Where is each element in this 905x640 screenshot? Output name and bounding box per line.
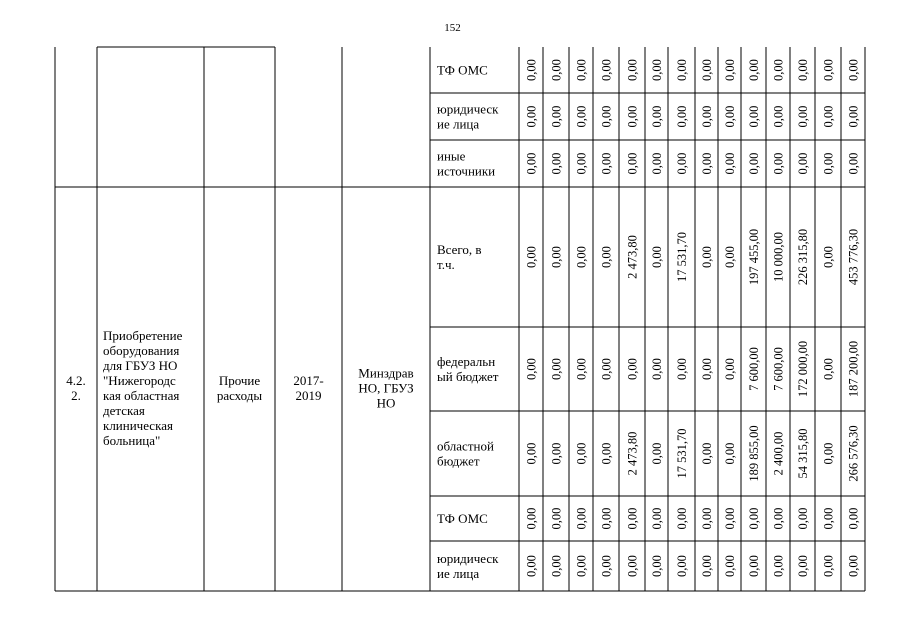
cell-value: 0,00 — [574, 105, 589, 128]
cell-value: 17 531,70 — [675, 232, 689, 282]
item-name: для ГБУЗ НО — [103, 358, 178, 373]
cell-value: 0,00 — [771, 59, 786, 81]
expense-type: Прочие — [218, 373, 261, 388]
cell-value: 0,00 — [675, 59, 689, 81]
cell-value: 0,00 — [675, 152, 689, 175]
cell-value: 0,00 — [821, 105, 836, 128]
row-label: юридическ — [437, 551, 499, 566]
row-label: бюджет — [437, 453, 480, 469]
cell-value: 0,00 — [821, 358, 836, 380]
cell-value: 0,00 — [821, 59, 836, 81]
cell-value: 54 315,80 — [796, 428, 810, 479]
cell-value: 0,00 — [796, 59, 810, 81]
cell-value: 187 200,00 — [846, 340, 861, 398]
row-label: т.ч. — [437, 257, 455, 272]
cell-value: 0,00 — [723, 59, 737, 81]
cell-value: 226 315,80 — [796, 228, 810, 286]
item-number: 4.2. — [66, 373, 86, 388]
cell-value: 453 776,30 — [846, 228, 861, 286]
cell-value: 0,00 — [650, 555, 664, 577]
cell-value: 0,00 — [574, 246, 589, 268]
cell-value: 0,00 — [821, 507, 836, 530]
cell-value: 0,00 — [599, 105, 614, 128]
row-label: ТФ ОМС — [437, 62, 488, 78]
cell-value: 0,00 — [549, 246, 564, 268]
item-name: оборудования — [103, 343, 180, 358]
cell-value: 0,00 — [549, 358, 564, 380]
cell-value: 0,00 — [723, 246, 737, 268]
cell-value: 0,00 — [599, 59, 614, 81]
cell-value: 0,00 — [700, 105, 714, 128]
cell-value: 0,00 — [549, 105, 564, 128]
cell-value: 0,00 — [821, 152, 836, 175]
cell-value: 0,00 — [796, 507, 810, 530]
cell-value: 0,00 — [625, 105, 640, 128]
cell-value: 0,00 — [700, 507, 714, 530]
item-name: "Нижегородс — [103, 373, 176, 388]
cell-value: 0,00 — [821, 442, 836, 465]
item-name: больница" — [103, 433, 161, 448]
cell-value: 0,00 — [700, 152, 714, 175]
cell-value: 0,00 — [747, 105, 761, 128]
cell-value: 0,00 — [625, 507, 640, 530]
cell-value: 2 400,00 — [771, 431, 786, 476]
cell-value: 0,00 — [846, 152, 861, 175]
cell-value: 0,00 — [675, 555, 689, 577]
expense-type: расходы — [216, 388, 263, 403]
cell-value: 172 000,00 — [796, 340, 810, 398]
item-number: 2. — [71, 388, 81, 403]
cell-value: 0,00 — [625, 59, 640, 81]
cell-value: 0,00 — [796, 152, 810, 175]
cell-value: 0,00 — [599, 246, 614, 268]
row-label: источники — [437, 163, 496, 179]
cell-value: 0,00 — [524, 555, 539, 577]
cell-value: 0,00 — [747, 152, 761, 175]
cell-value: 0,00 — [771, 555, 786, 577]
row-label: ие лица — [437, 116, 480, 132]
row-label: юридическ — [437, 101, 499, 117]
cell-value: 197 455,00 — [747, 228, 761, 286]
cell-value: 2 473,80 — [625, 235, 640, 279]
cell-value: 0,00 — [599, 507, 614, 530]
cell-value: 0,00 — [524, 507, 539, 530]
cell-value: 17 531,70 — [675, 428, 689, 479]
cell-value: 0,00 — [574, 152, 589, 175]
cell-value: 0,00 — [574, 59, 589, 81]
cell-value: 0,00 — [675, 105, 689, 128]
cell-value: 0,00 — [821, 555, 836, 577]
cell-value: 0,00 — [723, 105, 737, 128]
cell-value: 0,00 — [723, 442, 737, 465]
cell-value: 7 600,00 — [771, 347, 786, 391]
cell-value: 0,00 — [549, 59, 564, 81]
executor: Минздрав — [358, 365, 414, 381]
cell-value: 0,00 — [524, 358, 539, 380]
cell-value: 0,00 — [747, 507, 761, 530]
cell-value: 189 855,00 — [747, 425, 761, 482]
row-label: областной — [437, 438, 494, 454]
cell-value: 0,00 — [650, 442, 664, 465]
cell-value: 0,00 — [723, 555, 737, 577]
item-name: Приобретение — [103, 328, 183, 343]
item-name: кая областная — [103, 388, 180, 403]
cell-value: 0,00 — [625, 555, 640, 577]
cell-value: 0,00 — [700, 59, 714, 81]
row-label: ый бюджет — [437, 369, 499, 384]
page-number: 152 — [444, 22, 461, 34]
row-label: ие лица — [437, 566, 480, 581]
period: 2019 — [295, 388, 322, 403]
cell-value: 0,00 — [574, 507, 589, 530]
cell-value: 0,00 — [771, 507, 786, 530]
cell-value: 10 000,00 — [771, 232, 786, 282]
cell-value: 0,00 — [846, 59, 861, 81]
row-label: Всего, в — [437, 242, 482, 257]
cell-value: 0,00 — [599, 358, 614, 380]
cell-value: 0,00 — [650, 152, 664, 175]
cell-value: 0,00 — [846, 507, 861, 530]
cell-value: 0,00 — [524, 442, 539, 465]
cell-value: 0,00 — [796, 105, 810, 128]
cell-value: 0,00 — [650, 358, 664, 380]
cell-value: 2 473,80 — [625, 431, 640, 476]
cell-value: 0,00 — [524, 105, 539, 128]
cell-value: 0,00 — [599, 555, 614, 577]
cell-value: 0,00 — [574, 555, 589, 577]
cell-value: 0,00 — [574, 442, 589, 465]
cell-value: 0,00 — [700, 358, 714, 380]
cell-value: 0,00 — [650, 105, 664, 128]
cell-value: 0,00 — [549, 555, 564, 577]
executor: НО, ГБУЗ — [358, 380, 414, 396]
cell-value: 266 576,30 — [846, 425, 861, 482]
cell-value: 0,00 — [625, 358, 640, 380]
period: 2017- — [293, 373, 324, 388]
cell-value: 0,00 — [700, 246, 714, 268]
cell-value: 0,00 — [650, 507, 664, 530]
cell-value: 0,00 — [821, 246, 836, 268]
cell-value: 0,00 — [549, 507, 564, 530]
cell-value: 0,00 — [675, 507, 689, 530]
row-label: федеральн — [437, 354, 496, 369]
item-name: детская — [103, 403, 145, 418]
cell-value: 0,00 — [771, 105, 786, 128]
item-name: клиническая — [103, 418, 173, 433]
cell-value: 0,00 — [846, 555, 861, 577]
row-label: иные — [437, 148, 466, 164]
cell-value: 0,00 — [599, 442, 614, 465]
cell-value: 0,00 — [524, 152, 539, 175]
cell-value: 0,00 — [675, 358, 689, 380]
executor: НО — [376, 395, 396, 411]
cell-value: 7 600,00 — [747, 347, 761, 391]
cell-value: 0,00 — [723, 507, 737, 530]
cell-value: 0,00 — [700, 555, 714, 577]
cell-value: 0,00 — [574, 358, 589, 380]
cell-value: 0,00 — [599, 152, 614, 175]
cell-value: 0,00 — [771, 152, 786, 175]
cell-value: 0,00 — [723, 152, 737, 175]
cell-value: 0,00 — [625, 152, 640, 175]
cell-value: 0,00 — [549, 152, 564, 175]
cell-value: 0,00 — [846, 105, 861, 128]
cell-value: 0,00 — [747, 555, 761, 577]
cell-value: 0,00 — [650, 59, 664, 81]
cell-value: 0,00 — [700, 442, 714, 465]
row-label: ТФ ОМС — [437, 511, 488, 526]
cell-value: 0,00 — [747, 59, 761, 81]
cell-value: 0,00 — [524, 246, 539, 268]
cell-value: 0,00 — [524, 59, 539, 81]
cell-value: 0,00 — [650, 246, 664, 268]
cell-value: 0,00 — [723, 358, 737, 380]
cell-value: 0,00 — [796, 555, 810, 577]
cell-value: 0,00 — [549, 442, 564, 465]
